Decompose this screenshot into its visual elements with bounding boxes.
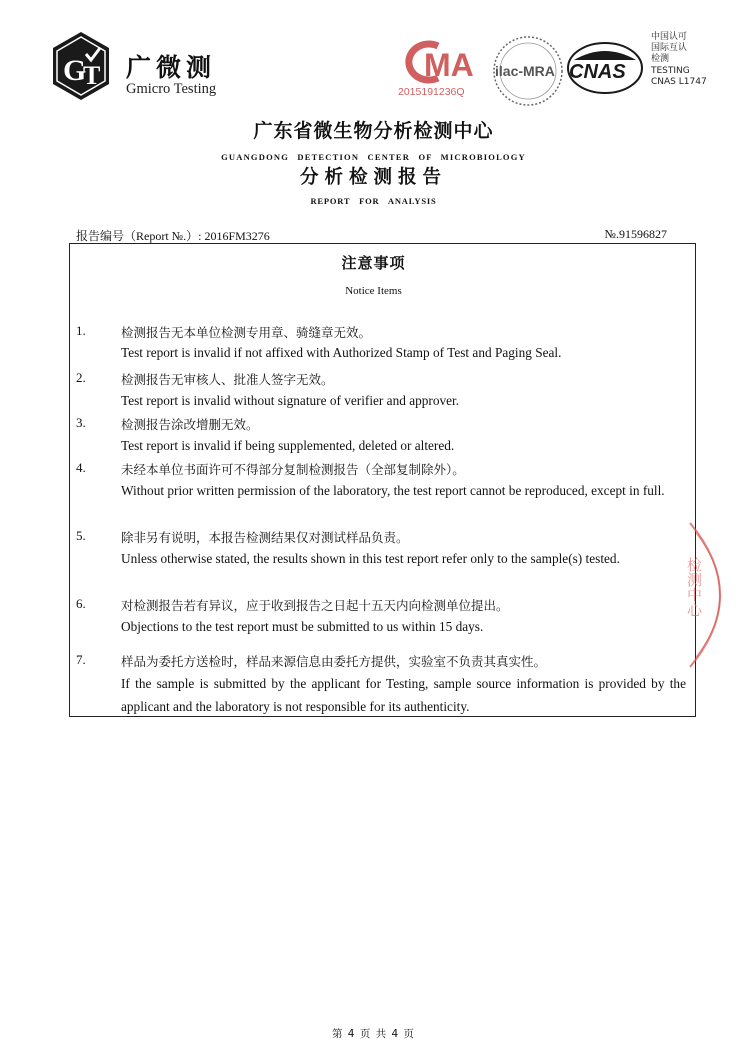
cma-text: MA <box>424 47 474 83</box>
item-text-en: If the sample is submitted by the applicant for Testing, sample source information is provided by the applicant and the laboratory is not responsible for its authenticity. <box>121 676 686 714</box>
item-number: 2. <box>76 370 86 385</box>
item-text-cn: 未经本单位书面许可不得部分复制检测报告（全部复制除外）。 <box>121 462 465 477</box>
item-text-cn: 检测报告无审核人、批准人签字无效。 <box>121 372 334 387</box>
ilac-mra-logo-icon <box>490 34 566 108</box>
org-title-en: GUANGDONG DETECTION CENTER OF MICROBIOLOGY <box>221 152 526 162</box>
item-text-cn: 检测报告无本单位检测专用章、骑缝章无效。 <box>121 325 372 340</box>
item-text-en: Objections to the test report must be submitted to us within 15 days. <box>121 619 484 634</box>
item-number: 7. <box>76 652 86 667</box>
svg-text:G: G <box>63 54 87 87</box>
ilac-text: ilac-MRA <box>495 63 555 79</box>
item-text-en: Without prior written permission of the laboratory, the test report cannot be reproduced, except in full. <box>121 483 665 498</box>
item-text-en: Test report is invalid without signature of verifier and approver. <box>121 393 460 408</box>
item-text-cn: 样品为委托方送检时，样品来源信息由委托方提供，实验室不负责其真实性。 <box>121 654 547 669</box>
notice-title-en: Notice Items <box>345 285 402 297</box>
cnas-logo-icon <box>566 40 644 96</box>
cnas-text: CNAS <box>569 61 626 83</box>
item-text-cn: 对检测报告若有异议，应于收到报告之日起十五天内向检测单位提出。 <box>121 598 509 613</box>
svg-text:T: T <box>83 61 101 90</box>
brand-name-en: Gmicro Testing <box>126 81 217 97</box>
item-number: 5. <box>76 528 86 543</box>
report-title-en: REPORT FOR ANALYSIS <box>310 196 437 206</box>
item-text-en: Unless otherwise stated, the results shown in this test report refer only to the sample(s) tested. <box>121 551 620 566</box>
report-number: 报告编号（Report №.）: 2016FM3276 <box>76 229 270 243</box>
item-text-en: Test report is invalid if not affixed with Authorized Stamp of Test and Paging Seal. <box>121 345 562 360</box>
item-text-cn: 除非另有说明，本报告检测结果仅对测试样品负责。 <box>121 530 409 545</box>
stamp-text: 检测中心 <box>685 557 703 617</box>
brand-name-cn: 广微测 <box>126 53 217 82</box>
item-number: 1. <box>76 323 86 338</box>
notice-title-cn: 注意事项 <box>341 254 406 272</box>
item-text-en: Test report is invalid if being supplemented, deleted or altered. <box>121 438 455 453</box>
page-footer: 第 4 页 共 4 页 <box>331 1028 416 1040</box>
gmicro-logo-icon <box>50 30 112 102</box>
item-text-cn: 检测报告涂改增删无效。 <box>121 417 259 432</box>
cma-number: 2015191236Q <box>398 86 465 98</box>
cnas-accreditation-info: 中国认可 国际互认 检测 TESTING CNAS L1747 <box>651 32 707 87</box>
cma-logo-icon <box>398 40 484 84</box>
paging-seal-icon <box>660 515 746 675</box>
serial-number: №.91596827 <box>604 227 667 241</box>
item-number: 3. <box>76 415 86 430</box>
org-title-cn: 广东省微生物分析检测中心 <box>253 120 494 142</box>
report-title-cn: 分析检测报告 <box>299 167 447 188</box>
item-number: 4. <box>76 460 86 475</box>
item-number: 6. <box>76 596 86 611</box>
